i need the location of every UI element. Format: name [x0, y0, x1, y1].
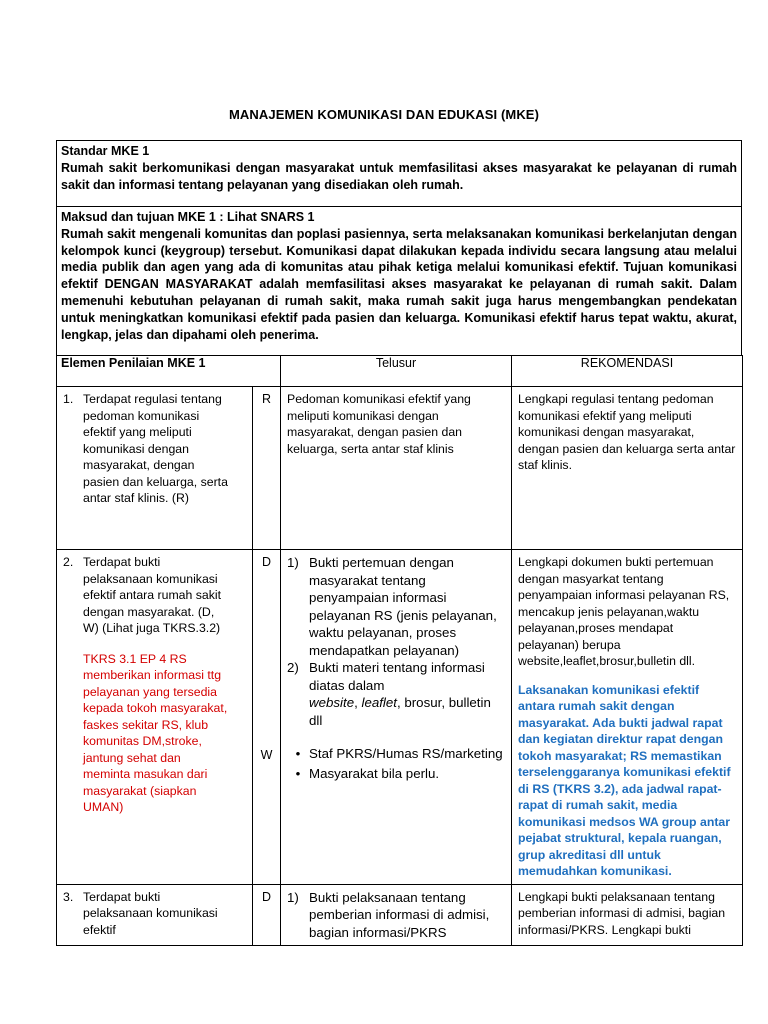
header-rekomendasi: REKOMENDASI: [512, 356, 743, 387]
elemen-cell: [57, 387, 253, 550]
telusur-item: 2) Bukti materi tentang informasi diatas dalam website, leaflet, brosur, bulletin dll: [287, 660, 491, 728]
code-cell: [253, 387, 281, 550]
code-label: R: [261, 392, 272, 406]
maksud-box: [56, 206, 742, 356]
code-label-w: W: [260, 747, 273, 762]
table-row: [57, 550, 743, 885]
telusur-item: 1) Bukti pelaksanaan tentang pemberian informasi di admisi, bagian informasi/PKRS: [287, 889, 490, 940]
row-number: 3.: [63, 889, 74, 904]
standar-text: Rumah sakit berkomunikasi dengan masyarakat untuk memfasilitasi akses masyarakat ke pelayanan di rumah sakit dan informasi tentang pelayanan yang disediakan oleh rumah.: [61, 161, 737, 192]
code-label-d: D: [261, 555, 272, 569]
elemen-text: Terdapat bukti pelaksanaan komunikasi efektif: [83, 889, 218, 937]
code-cell: [253, 550, 281, 885]
telusur-cell: [281, 550, 512, 885]
rekomendasi-highlight: Laksanakan komunikasi efektif antara rumah sakit dengan masyarakat. Ada bukti jadwal rapat dan kegiatan direktur rapat dengan tokoh masyarakat; RS memastikan terselenggaranya komunikasi efektif di RS (TKRS 3.2), ada jadwal rapat-rapat di rumah sakit, media komunikasi medsos WA group antar pejabat struktural, kepala ruangan, grup akreditasi dll untuk memudahkan komunikasi.: [518, 682, 731, 878]
telusur-cell: [281, 387, 512, 550]
standar-label: Standar MKE 1: [61, 144, 150, 158]
bullet-item: • Masyarakat bila perlu.: [295, 765, 440, 781]
bullet-item: • Staf PKRS/Humas RS/marketing: [295, 746, 503, 761]
assessment-table: [56, 355, 743, 946]
table-row: [57, 884, 743, 946]
elemen-cell: [57, 884, 253, 946]
page-title: MANAJEMEN KOMUNIKASI DAN EDUKASI (MKE): [228, 107, 540, 122]
telusur-text: Pedoman komunikasi efektif yang meliputi komunikasi dengan masyarakat, dengan pasien dan keluarga, serta antar staf klinis: [287, 392, 471, 456]
header-elemen: Elemen Penilaian MKE 1: [57, 356, 281, 387]
telusur-cell: [281, 884, 512, 946]
header-telusur: Telusur: [281, 356, 512, 387]
rekomendasi-cell: [512, 387, 743, 550]
code-label: D: [261, 889, 272, 904]
table-row: [57, 387, 743, 550]
table-header: [57, 356, 743, 387]
elemen-note: TKRS 3.1 EP 4 RS memberikan informasi ttg pelayanan yang tersedia kepada tokoh masyarakat, faskes sekitar RS, klub komunitas DM,stroke, jantung sehat dan meminta masukan dari masyarakat (siapkan UMAN): [83, 651, 228, 814]
row-number: 2.: [63, 555, 74, 569]
rekomendasi-text: Lengkapi regulasi tentang pedoman komunikasi efektif yang meliputi komunikasi dengan masyarakat, dengan pasien dan keluarga serta antar staf klinis.: [518, 392, 736, 472]
row-number: 1.: [63, 392, 74, 406]
code-cell: [253, 884, 281, 946]
elemen-text: Terdapat bukti pelaksanaan komunikasi efektif antara rumah sakit dengan masyarakat. (D, W) (Lihat juga TKRS.3.2): [83, 555, 222, 635]
elemen-text: Terdapat regulasi tentang pedoman komunikasi efektif yang meliputi komunikasi dengan masyarakat, dengan pasien dan keluarga, serta antar staf klinis. (R): [83, 392, 228, 505]
rekomendasi-text: Lengkapi bukti pelaksanaan tentang pemberian informasi di admisi, bagian informasi/PKRS. Lengkapi bukti: [518, 889, 726, 937]
standar-box: [56, 140, 742, 207]
telusur-item: 1) Bukti pertemuan dengan masyarakat tentang penyampaian informasi pelayanan RS (jenis pelayanan, waktu pelayanan, proses mendapatkan pelayanan): [287, 555, 497, 658]
maksud-text: Rumah sakit mengenali komunitas dan poplasi pasiennya, serta melaksanakan komunikasi berkelanjutan dengan kelompok kunci (keygroup) tersebut. Komunikasi dapat dilakukan kepada individu secara langsung atau melalui media publik dan agen yang ada di komunitas atau pihak ketiga melalui komunikasi efektif. Tujuan komunikasi efektif DENGAN MASYARAKAT adalah memfasilitasi akses masyarakat ke pelayanan di rumah sakit. Dalam memenuhi kebutuhan pelayanan di rumah sakit, maka rumah sakit juga harus mengembangkan pendekatan untuk meningkatkan komunikasi efektif pada pasien dan keluarga. Komunikasi efektif harus tepat waktu, akurat, lengkap, jelas dan dipahami oleh penerima.: [61, 226, 737, 342]
rekomendasi-cell: [512, 550, 743, 885]
rekomendasi-cell: [512, 884, 743, 946]
maksud-label: Maksud dan tujuan MKE 1 : Lihat SNARS 1: [61, 210, 315, 224]
elemen-cell: [57, 550, 253, 885]
rekomendasi-text: Lengkapi dokumen bukti pertemuan dengan masyarkat tentang penyampaian informasi pelayanan RS, mencakup jenis pelayanan,waktu pelayanan,proses mendapat pelayanan) berupa website,leaflet,brosur,bulletin dll.: [518, 555, 730, 668]
